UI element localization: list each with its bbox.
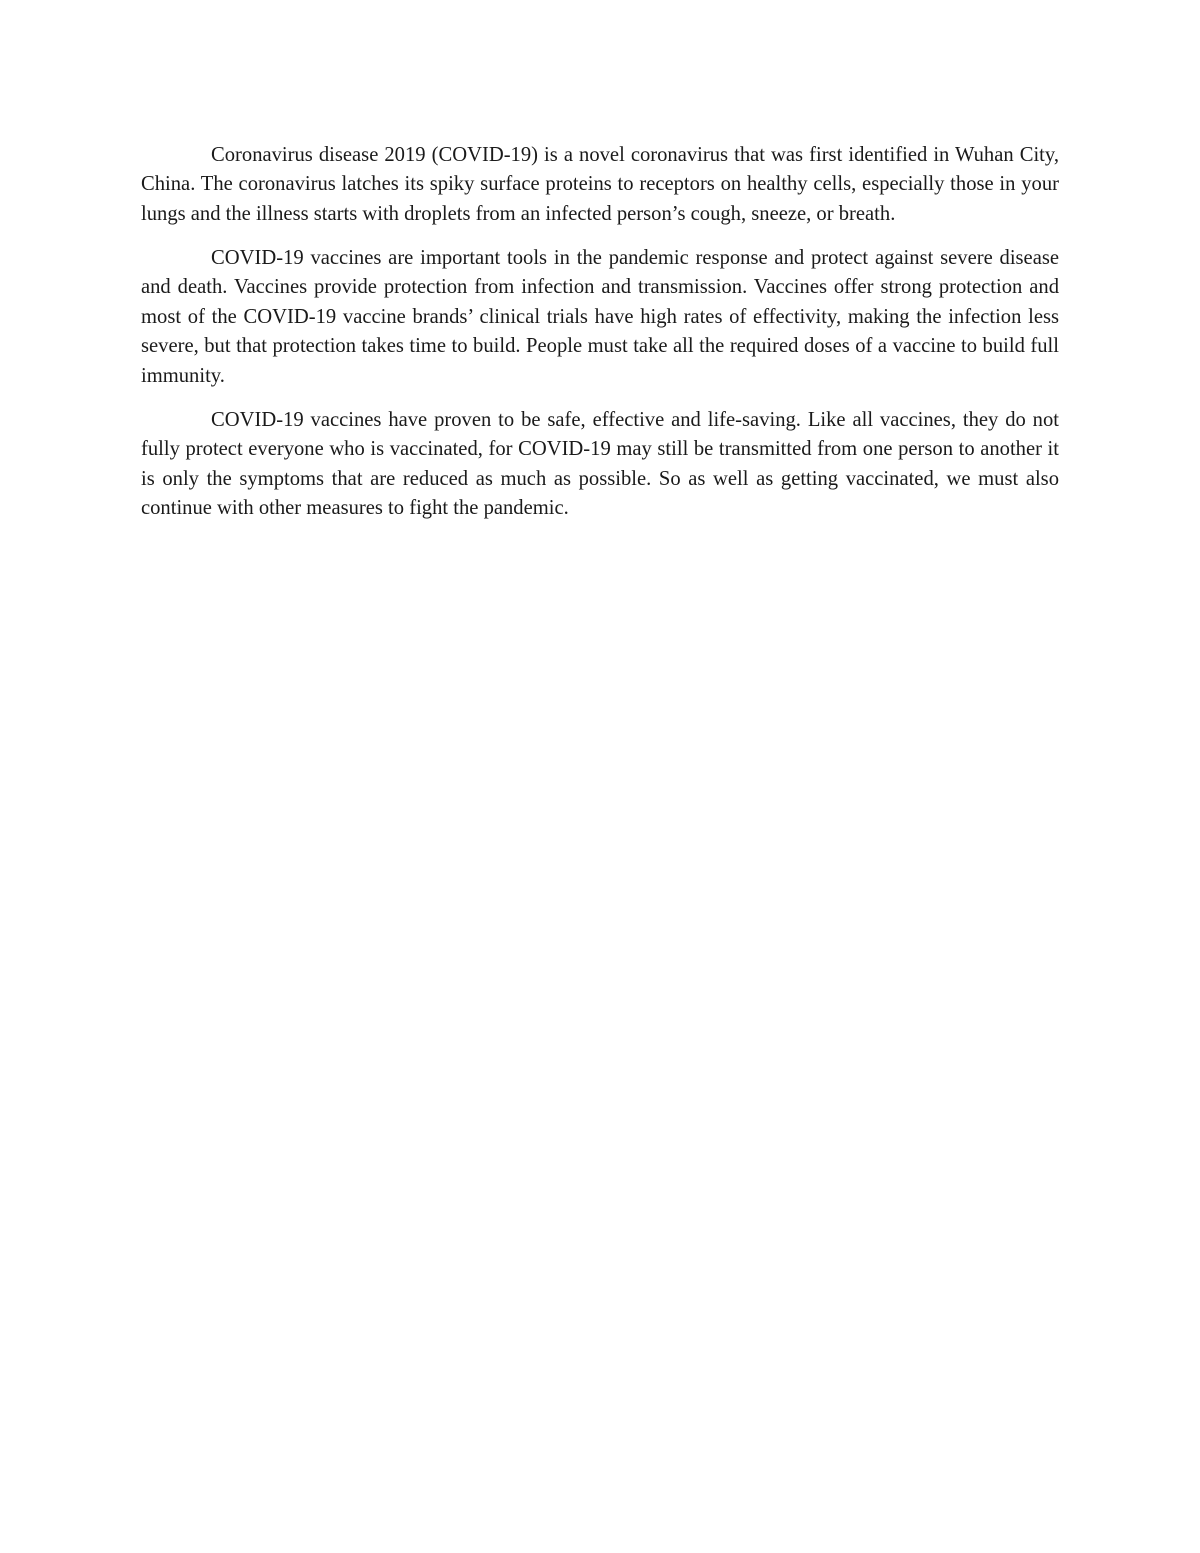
paragraph-1: Coronavirus disease 2019 (COVID-19) is a novel coronavirus that was first identified in Wuhan City, China. The coronavirus latches its spiky surface proteins to receptors on healthy cells, especially those in your lungs and the illness starts with droplets from an infected person’s cough, sneeze, or breath. <box>141 144 1059 225</box>
paragraph-3: COVID-19 vaccines have proven to be safe, effective and life-saving. Like all vaccines, they do not fully protect everyone who is vaccinated, for COVID-19 may still be transmitted from one person to another it is only the symptoms that are reduced as much as possible. So as well as getting vaccinated, we must also continue with other measures to fight the pandemic. <box>141 408 1059 520</box>
document-body <box>141 141 1059 538</box>
paragraph-2: COVID-19 vaccines are important tools in the pandemic response and protect against severe disease and death. Vaccines provide protection from infection and transmission. Vaccines offer strong protection and most of the COVID-19 vaccine brands’ clinical trials have high rates of effectivity, making the infection less severe, but that protection takes time to build. People must take all the required doses of a vaccine to build full immunity. <box>141 247 1059 387</box>
